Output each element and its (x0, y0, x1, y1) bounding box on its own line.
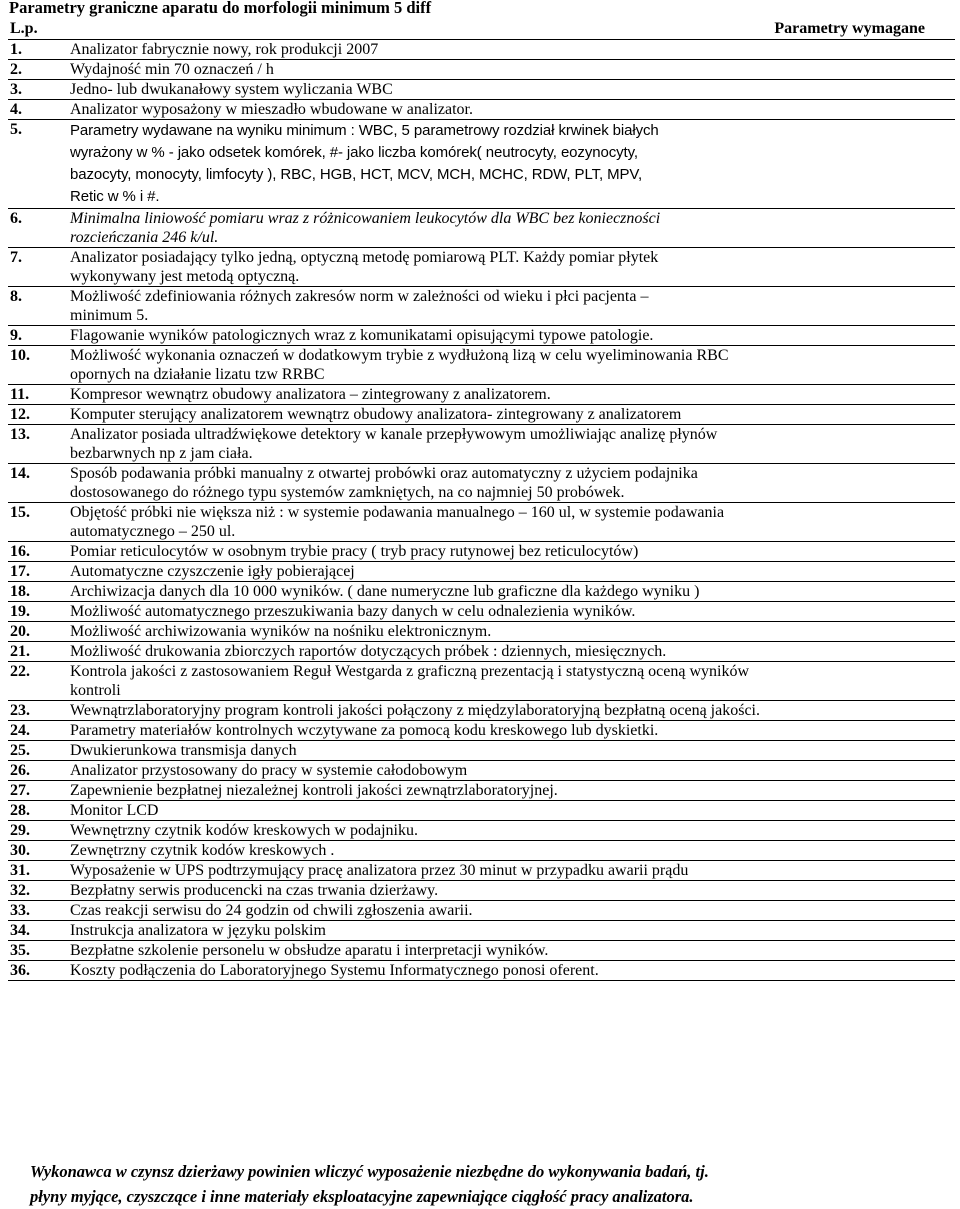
row-text: Zapewnienie bezpłatnej niezależnej kontroli jakości zewnątrzlaboratoryjnej. (70, 781, 955, 801)
table-row (8, 40, 955, 60)
row-text: Flagowanie wyników patologicznych wraz z komunikatami opisującymi typowe patologie. (70, 326, 955, 346)
row-text: Zewnętrzny czytnik kodów kreskowych . (70, 841, 955, 861)
row-text: Możliwość zdefiniowania różnych zakresów norm w zależności od wieku i płci pacjenta – minimum 5. (70, 287, 955, 326)
row-text: Analizator przystosowany do pracy w systemie całodobowym (70, 761, 955, 781)
table-row (8, 405, 955, 425)
row-number: 4. (8, 100, 70, 120)
row-text: Sposób podawania próbki manualny z otwartej probówki oraz automatyczny z użyciem podajnika dostosowanego do różnego typu systemów zamkniętych, na co najmniej 50 probówek. (70, 464, 955, 503)
table-row (8, 209, 955, 248)
row-number: 26. (8, 761, 70, 781)
row-text: Wyposażenie w UPS podtrzymujący pracę analizatora przez 30 minut w przypadku awarii prądu (70, 861, 955, 881)
table-row (8, 801, 955, 821)
table-row (8, 921, 955, 941)
row-text: Możliwość wykonania oznaczeń w dodatkowym trybie z wydłużoną lizą w celu wyeliminowania RBC opornych na działanie lizatu tzw RRBC (70, 346, 955, 385)
row-text: Monitor LCD (70, 801, 955, 821)
row-number: 11. (8, 385, 70, 405)
table-row (8, 100, 955, 120)
row-text: Wewnętrzny czytnik kodów kreskowych w podajniku. (70, 821, 955, 841)
row-number: 18. (8, 582, 70, 602)
row-text: Wydajność min 70 oznaczeń / h (70, 60, 955, 80)
row-text: Dwukierunkowa transmisja danych (70, 741, 955, 761)
table-row (8, 881, 955, 901)
row-text: Archiwizacja danych dla 10 000 wyników. ( dane numeryczne lub graficzne dla każdego wyniku ) (70, 582, 955, 602)
row-text: Analizator posiadający tylko jedną, optyczną metodę pomiarową PLT. Każdy pomiar płytek wykonywany jest metodą optyczną. (70, 248, 955, 287)
row-number: 30. (8, 841, 70, 861)
row-text: Czas reakcji serwisu do 24 godzin od chwili zgłoszenia awarii. (70, 901, 955, 921)
row-text: Bezpłatny serwis producencki na czas trwania dzierżawy. (70, 881, 955, 901)
row-number: 8. (8, 287, 70, 326)
row-number: 13. (8, 425, 70, 464)
table-row (8, 582, 955, 602)
row-number: 35. (8, 941, 70, 961)
row-number: 22. (8, 662, 70, 701)
table-header-row (8, 19, 955, 40)
row-number: 36. (8, 961, 70, 981)
row-text: Analizator fabrycznie nowy, rok produkcji 2007 (70, 40, 955, 60)
header-parameters: Parametry wymagane (70, 19, 955, 40)
row-number: 1. (8, 40, 70, 60)
table-row (8, 120, 955, 209)
table-row (8, 602, 955, 622)
row-text: Parametry wydawane na wyniku minimum : WBC, 5 parametrowy rozdział krwinek białych wyrażony w % - jako odsetek komórek, #- jako liczba komórek( neutrocyty, eozynocyty, bazocyty, monocyty, limfocyty ), RBC, HGB, HCT, MCV, MCH, MCHC, RDW, PLT, MPV, Retic w % i #. (70, 120, 955, 209)
row-number: 32. (8, 881, 70, 901)
row-number: 25. (8, 741, 70, 761)
row-number: 31. (8, 861, 70, 881)
row-text: Kontrola jakości z zastosowaniem Reguł Westgarda z graficzną prezentacją i statystyczną oceną wyników kontroli (70, 662, 955, 701)
row-number: 29. (8, 821, 70, 841)
row-text: Kompresor wewnątrz obudowy analizatora – zintegrowany z analizatorem. (70, 385, 955, 405)
table-row (8, 385, 955, 405)
row-number: 16. (8, 542, 70, 562)
row-text: Możliwość automatycznego przeszukiwania bazy danych w celu odnalezienia wyników. (70, 602, 955, 622)
row-number: 17. (8, 562, 70, 582)
row-text: Możliwość archiwizowania wyników na nośniku elektronicznym. (70, 622, 955, 642)
table-row (8, 60, 955, 80)
row-number: 20. (8, 622, 70, 642)
table-row (8, 346, 955, 385)
table-row (8, 821, 955, 841)
row-number: 28. (8, 801, 70, 821)
table-row (8, 761, 955, 781)
row-text: Analizator wyposażony w mieszadło wbudowane w analizator. (70, 100, 955, 120)
row-text: Wewnątrzlaboratoryjny program kontroli jakości połączony z międzylaboratoryjną bezpłatną oceną jakości. (70, 701, 955, 721)
row-text: Automatyczne czyszczenie igły pobierającej (70, 562, 955, 582)
row-number: 27. (8, 781, 70, 801)
row-text: Objętość próbki nie większa niż : w systemie podawania manualnego – 160 ul, w systemie podawania automatycznego – 250 ul. (70, 503, 955, 542)
row-number: 6. (8, 209, 70, 248)
table-row (8, 901, 955, 921)
row-text: Parametry materiałów kontrolnych wczytywane za pomocą kodu kreskowego lub dyskietki. (70, 721, 955, 741)
row-number: 5. (8, 120, 70, 209)
table-row (8, 425, 955, 464)
row-number: 12. (8, 405, 70, 425)
table-row (8, 326, 955, 346)
row-number: 9. (8, 326, 70, 346)
table-row (8, 622, 955, 642)
table-row (8, 781, 955, 801)
row-text: Komputer sterujący analizatorem wewnątrz obudowy analizatora- zintegrowany z analizatorem (70, 405, 955, 425)
table-row (8, 861, 955, 881)
row-number: 24. (8, 721, 70, 741)
table-row (8, 503, 955, 542)
requirements-table (8, 19, 955, 981)
table-row (8, 248, 955, 287)
requirements-body (8, 40, 955, 981)
table-row (8, 941, 955, 961)
page-title: Parametry graniczne aparatu do morfologii minimum 5 diff (9, 0, 432, 17)
row-text: Pomiar reticulocytów w osobnym trybie pracy ( tryb pracy rutynowej bez reticulocytów) (70, 542, 955, 562)
row-text: Instrukcja analizatora w języku polskim (70, 921, 955, 941)
row-text: Koszty podłączenia do Laboratoryjnego Systemu Informatycznego ponosi oferent. (70, 961, 955, 981)
row-number: 3. (8, 80, 70, 100)
table-row (8, 741, 955, 761)
footer-note: Wykonawca w czynsz dzierżawy powinien wliczyć wyposażenie niezbędne do wykonywania badań, tj. płyny myjące, czyszczące i inne materiały eksploatacyjne zapewniające ciągłość pracy analizatora. (30, 1162, 709, 1206)
table-row (8, 287, 955, 326)
table-row (8, 721, 955, 741)
row-number: 34. (8, 921, 70, 941)
table-row (8, 701, 955, 721)
row-number: 7. (8, 248, 70, 287)
row-number: 15. (8, 503, 70, 542)
table-row (8, 562, 955, 582)
row-text: Jedno- lub dwukanałowy system wyliczania WBC (70, 80, 955, 100)
row-number: 10. (8, 346, 70, 385)
row-number: 19. (8, 602, 70, 622)
row-text: Możliwość drukowania zbiorczych raportów dotyczących próbek : dziennych, miesięcznych. (70, 642, 955, 662)
row-number: 23. (8, 701, 70, 721)
row-text: Analizator posiada ultradźwiękowe detektory w kanale przepływowym umożliwiając analizę płynów bezbarwnych np z jam ciała. (70, 425, 955, 464)
table-row (8, 662, 955, 701)
table-row (8, 642, 955, 662)
row-text: Minimalna liniowość pomiaru wraz z różnicowaniem leukocytów dla WBC bez konieczności rozcieńczania 246 k/ul. (70, 209, 955, 248)
row-number: 14. (8, 464, 70, 503)
table-row (8, 961, 955, 981)
table-row (8, 841, 955, 861)
row-number: 33. (8, 901, 70, 921)
table-row (8, 80, 955, 100)
header-lp: L.p. (8, 19, 70, 40)
row-number: 21. (8, 642, 70, 662)
row-text: Bezpłatne szkolenie personelu w obsłudze aparatu i interpretacji wyników. (70, 941, 955, 961)
table-row (8, 542, 955, 562)
row-number: 2. (8, 60, 70, 80)
table-row (8, 464, 955, 503)
